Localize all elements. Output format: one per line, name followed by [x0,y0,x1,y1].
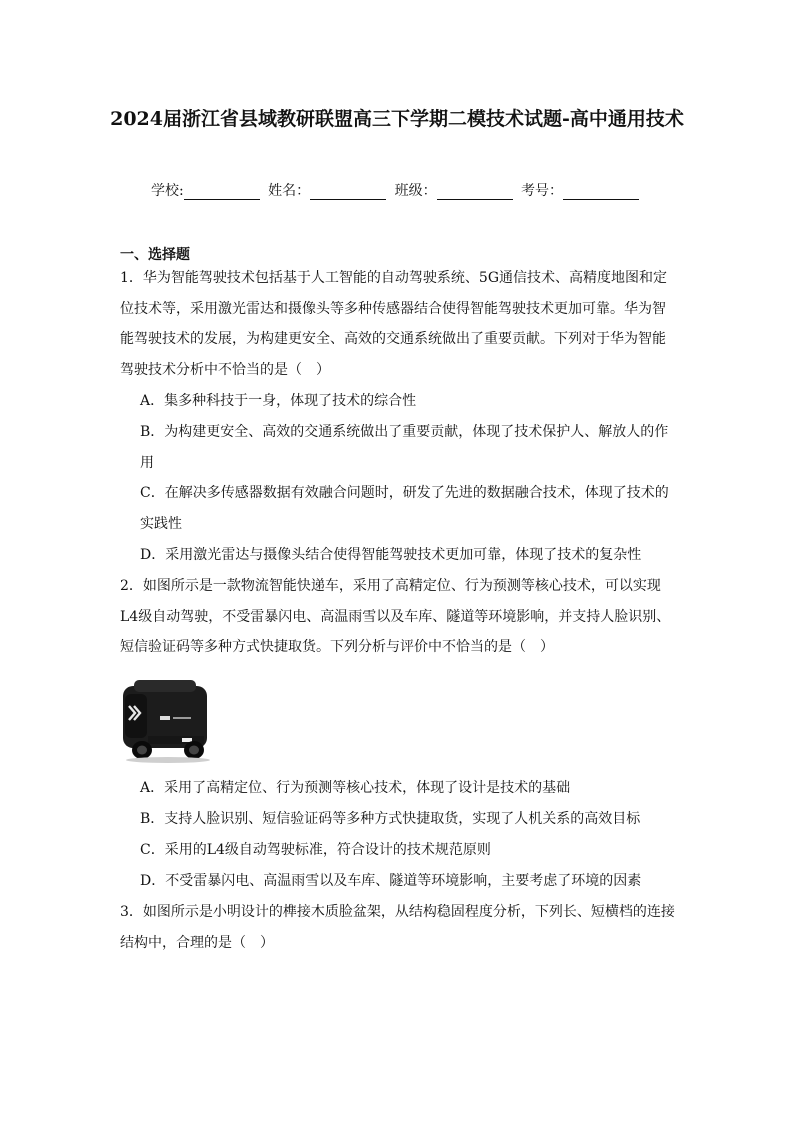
section-heading: 一、选择题 [120,247,190,263]
class-blank[interactable] [437,185,513,200]
question-1-option-b: B．为构建更安全、高效的交通系统做出了重要贡献，体现了技术保护人、解放人的作用 [140,424,669,471]
school-label: 学校: [150,183,184,199]
page-title: 2024届浙江省县域教研联盟高三下学期二模技术试题-高中通用技术 [110,108,684,130]
question-1-option-c: C．在解决多传感器数据有效融合问题时，研发了先进的数据融合技术，体现了技术的实践性 [140,485,669,532]
name-blank[interactable] [310,185,386,200]
class-label: 班级： [394,183,437,199]
question-2-stem: 2．如图所示是一款物流智能快递车，采用了高精定位、行为预测等核心技术，可以实现L4级自动驾驶，不受雷暴闪电、高温雨雪以及车库、隧道等环境影响，并支持人脸识别、短信验证码等多种方式快捷取货。下列分析与评价中不恰当的是（ ） [120,578,671,655]
number-label: 考号： [521,183,564,199]
question-2-option-b: B．支持人脸识别、短信验证码等多种方式快捷取货，实现了人机关系的高效目标 [140,811,641,827]
delivery-vehicle-icon [120,676,212,764]
question-3-stem: 3．如图所示是小明设计的榫接木质脸盆架，从结构稳固程度分析，下列长、短横档的连接结构中，合理的是（ ） [120,904,675,951]
question-1-stem: 1．华为智能驾驶技术包括基于人工智能的自动驾驶系统、5G通信技术、高精度地图和定位技术等，采用激光雷达和摄像头等多种传感器结合使得智能驾驶技术更加可靠。华为智能驾驶技术的发展，为构建更安全、高效的交通系统做出了重要贡献。下列对于华为智能驾驶技术分析中不恰当的是（ ） [120,270,667,378]
question-2-option-a: A．采用了高精定位、行为预测等核心技术，体现了设计是技术的基础 [140,780,571,796]
question-1-option-a: A．集多种科技于一身，体现了技术的综合性 [140,393,417,409]
number-blank[interactable] [563,185,639,200]
student-info-line [0,180,794,200]
name-label: 姓名： [268,183,311,199]
delivery-vehicle-image [120,676,212,764]
question-1-option-d: D．采用激光雷达与摄像头结合使得智能驾驶技术更加可靠，体现了技术的复杂性 [140,547,642,563]
question-2-option-d: D．不受雷暴闪电、高温雨雪以及车库、隧道等环境影响，主要考虑了环境的因素 [140,873,642,889]
school-blank[interactable] [184,185,260,200]
question-2-option-c: C．采用的L4级自动驾驶标准，符合设计的技术规范原则 [140,842,491,858]
